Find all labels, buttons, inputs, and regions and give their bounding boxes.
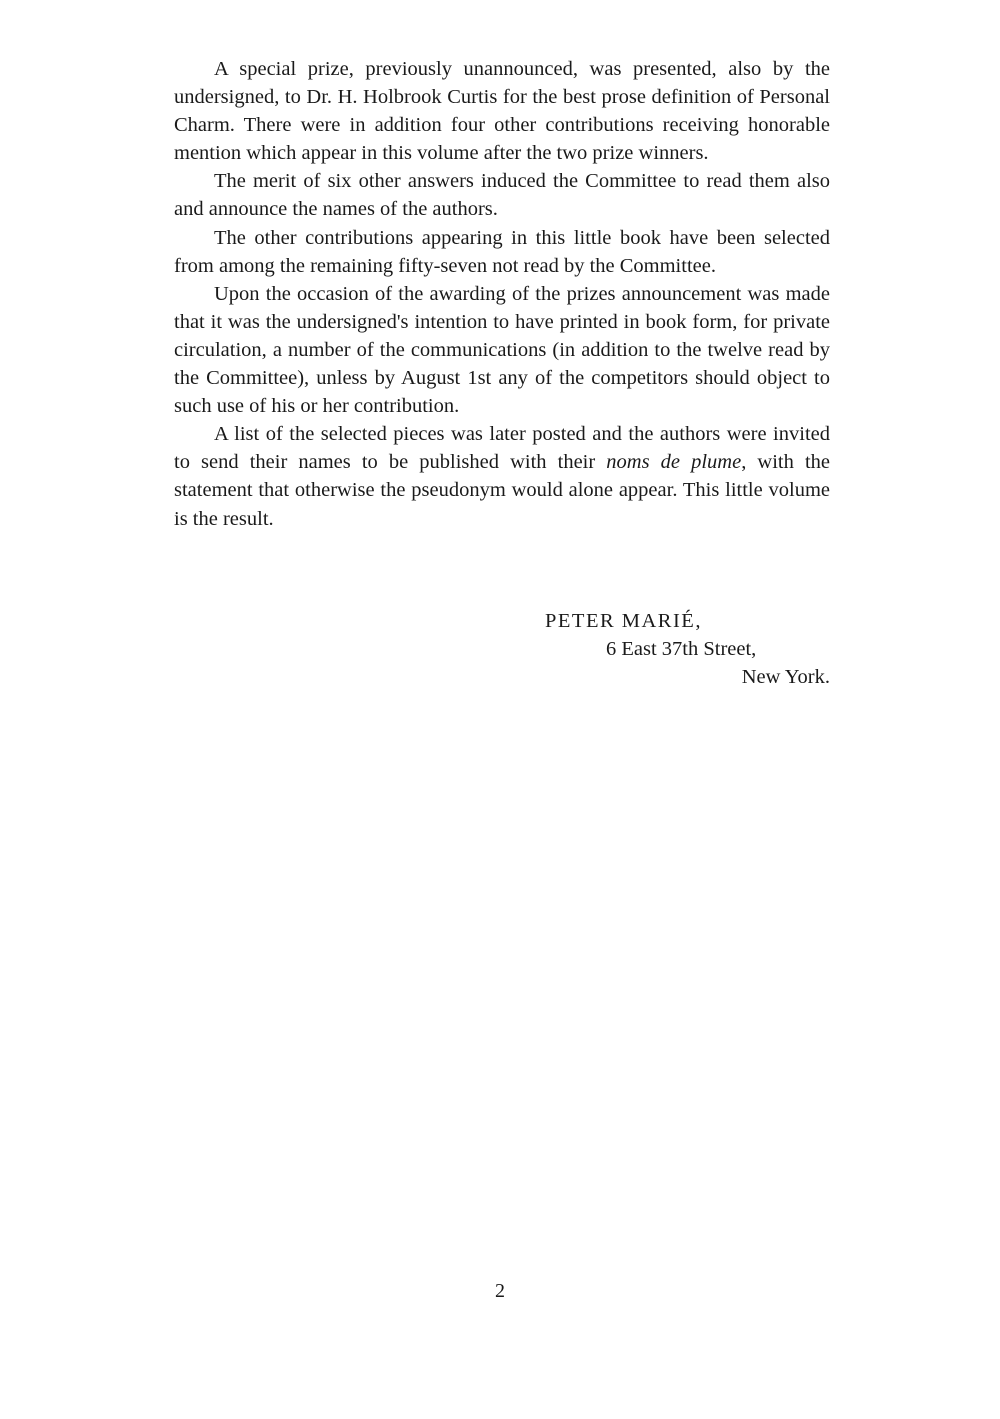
noms-de-plume-italic: noms de plume xyxy=(606,451,742,474)
paragraph-list-text-after: , with the statement that otherwise the pseudonym would alone appear. This little volume is the result. xyxy=(174,451,831,530)
paragraph-list-of-selected xyxy=(174,420,830,532)
paragraph-other-contributions: The other contributions appearing in this little book have been selected from among the remaining fifty-seven not read by the Committee. xyxy=(174,226,830,277)
signature-name: PETER MARIÉ, xyxy=(545,610,702,632)
signature-block xyxy=(174,607,830,691)
paragraph-awarding-occasion: Upon the occasion of the awarding of the prizes announcement was made that it was the undersigned's intention to have printed in book form, for private circulation, a number of the communications (in addition to the twelve read by the Committee), unless by August 1st any of the competitors should object to such use of his or her contribution. xyxy=(174,282,830,418)
body-text xyxy=(174,55,830,533)
paragraph-special-prize: A special prize, previously unannounced, was presented, also by the undersigned, to Dr. H. Holbrook Curtis for the best prose definition of Personal Charm. There were in addition four other contributions receiving honorable mention which appear in this volume after the two prize winners. xyxy=(174,58,830,165)
page-number: 2 xyxy=(495,1280,505,1302)
signature-city: New York. xyxy=(741,666,830,689)
paragraph-merit-of-six: The merit of six other answers induced the Committee to read them also and announce the names of the authors. xyxy=(174,170,830,221)
paragraph-list-text-before: A list of the selected pieces was later posted and the authors were invited to send their names to be published with their xyxy=(174,423,830,474)
signature-street: 6 East 37th Street, xyxy=(606,638,757,661)
